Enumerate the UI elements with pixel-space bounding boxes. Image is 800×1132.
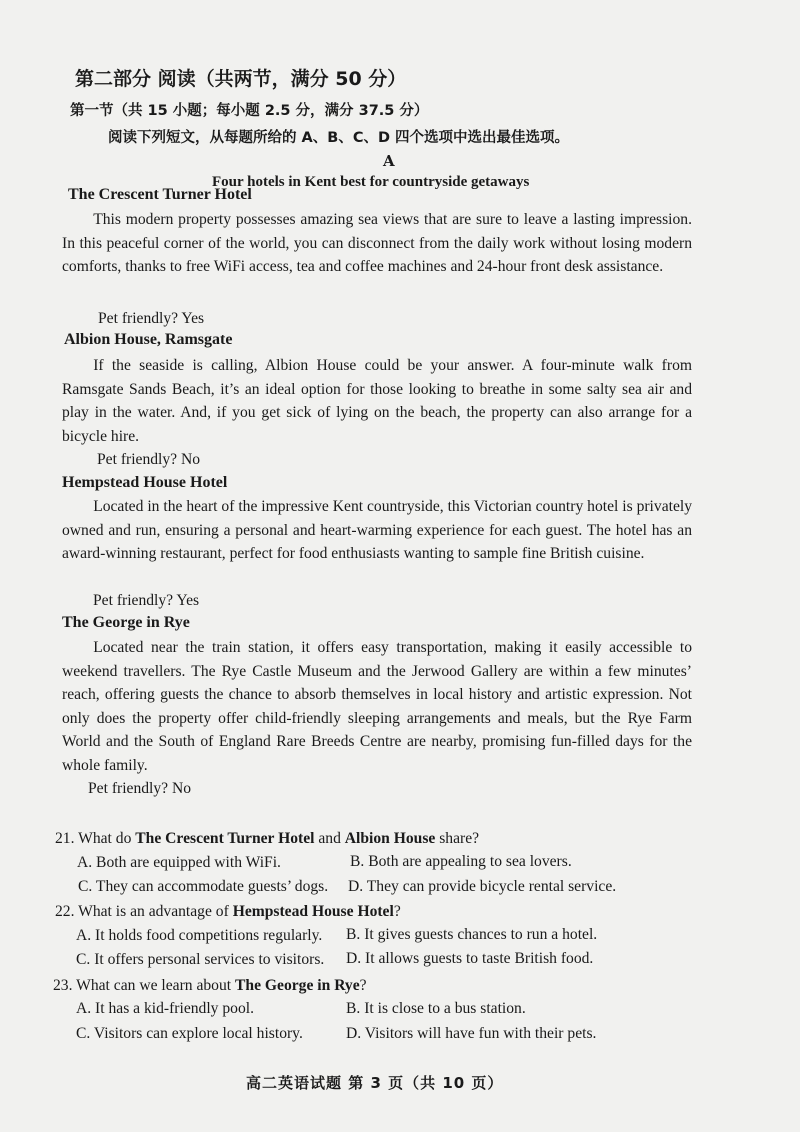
section-title: 第一节（共 15 小题；每小题 2.5 分，满分 37.5 分） <box>70 103 429 119</box>
question-22-option-a[interactable]: A. It holds food competitions regularly. <box>76 927 323 944</box>
question-22-hotel: Hempstead House Hotel <box>232 903 394 920</box>
question-23-option-c[interactable]: C. Visitors can explore local history. <box>76 1025 303 1042</box>
passage-title: Four hotels in Kent best for countryside getaways <box>212 174 530 190</box>
question-23-option-b[interactable]: B. It is close to a bus station. <box>346 1000 526 1017</box>
question-23 <box>53 977 367 995</box>
question-23-option-d[interactable]: D. Visitors will have fun with their pets. <box>346 1025 597 1042</box>
pet-friendly-hempstead-house: Pet friendly? Yes <box>93 592 200 609</box>
question-23-option-a[interactable]: A. It has a kid-friendly pool. <box>76 1000 254 1017</box>
page-footer: 高二英语试题 第 3 页（共 10 页） <box>246 1074 504 1092</box>
pet-friendly-george-in-rye: Pet friendly? No <box>88 780 192 797</box>
question-21-suffix: share? <box>435 830 480 847</box>
hotel-description-hempstead-house: Located in the heart of the impressive Kent countryside, this Victorian country hotel is privately owned and run, ensuring a personal and heart-warming experience for each guest. The hotel has an award-winning restaurant, perfect for food enthusiasts wanting to sample fine British cuisine. <box>62 498 692 563</box>
hotel-description-albion-house: If the seaside is calling, Albion House could be your answer. A four-minute walk from Ramsgate Sands Beach, it’s an ideal option for those looking to breathe in some salty sea air and play in the water. And, if you get sick of lying on the beach, the property can also arrange for a bicycle hire. <box>62 357 692 445</box>
question-23-prefix: 23. What can we learn about <box>53 977 236 994</box>
hotel-description-george-in-rye: Located near the train station, it offers easy transportation, making it easily accessible to weekend travellers. The Rye Castle Museum and the Jerwood Gallery are within a few minutes’ reach, offering guests the chance to absorb themselves in local history and artistic expression. Not only does the property offer child-friendly sleeping arrangements and meals, but the Rye Farm World and the South of England Rare Breeds Centre are nearby, promising fun-filled days for the whole family. <box>62 639 692 774</box>
instruction: 阅读下列短文，从每题所给的 A、B、C、D 四个选项中选出最佳选项。 <box>108 130 570 146</box>
passage-letter: A <box>383 152 395 170</box>
pet-friendly-albion-house: Pet friendly? No <box>97 451 201 468</box>
question-21-option-c[interactable]: C. They can accommodate guests’ dogs. <box>78 878 329 895</box>
hotel-name-crescent-turner: The Crescent Turner Hotel <box>68 186 252 203</box>
part-title: 第二部分 阅读（共两节，满分 50 分） <box>75 68 407 90</box>
hotel-name-hempstead-house: Hempstead House Hotel <box>62 474 228 491</box>
question-21-hotel-1: The Crescent Turner Hotel <box>135 830 315 847</box>
question-21-option-d[interactable]: D. They can provide bicycle rental service. <box>348 878 617 895</box>
question-22-option-b[interactable]: B. It gives guests chances to run a hotel. <box>346 926 598 943</box>
question-22-prefix: 22. What is an advantage of <box>55 903 233 920</box>
question-23-hotel: The George in Rye <box>235 977 360 994</box>
question-22-option-d[interactable]: D. It allows guests to taste British food. <box>346 950 594 967</box>
question-21-option-a[interactable]: A. Both are equipped with WiFi. <box>77 854 281 871</box>
pet-friendly-crescent-turner: Pet friendly? Yes <box>98 310 205 327</box>
question-21-mid: and <box>314 830 345 847</box>
question-21-hotel-2: Albion House <box>344 830 436 847</box>
question-23-suffix: ? <box>359 977 367 994</box>
hotel-name-albion-house: Albion House, Ramsgate <box>64 331 233 348</box>
question-21-option-b[interactable]: B. Both are appealing to sea lovers. <box>350 853 572 870</box>
question-21-prefix: 21. What do <box>55 830 136 847</box>
question-22-option-c[interactable]: C. It offers personal services to visitors. <box>76 951 325 968</box>
question-22-suffix: ? <box>393 903 401 920</box>
hotel-name-george-in-rye: The George in Rye <box>62 614 190 631</box>
question-21 <box>55 830 479 848</box>
hotel-description-crescent-turner: This modern property possesses amazing sea views that are sure to leave a lasting impression. In this peaceful corner of the world, you can disconnect from the daily work without losing modern comforts, thanks to free WiFi access, tea and coffee machines and 24-hour front desk assistance. <box>62 211 692 276</box>
question-22 <box>55 903 401 921</box>
